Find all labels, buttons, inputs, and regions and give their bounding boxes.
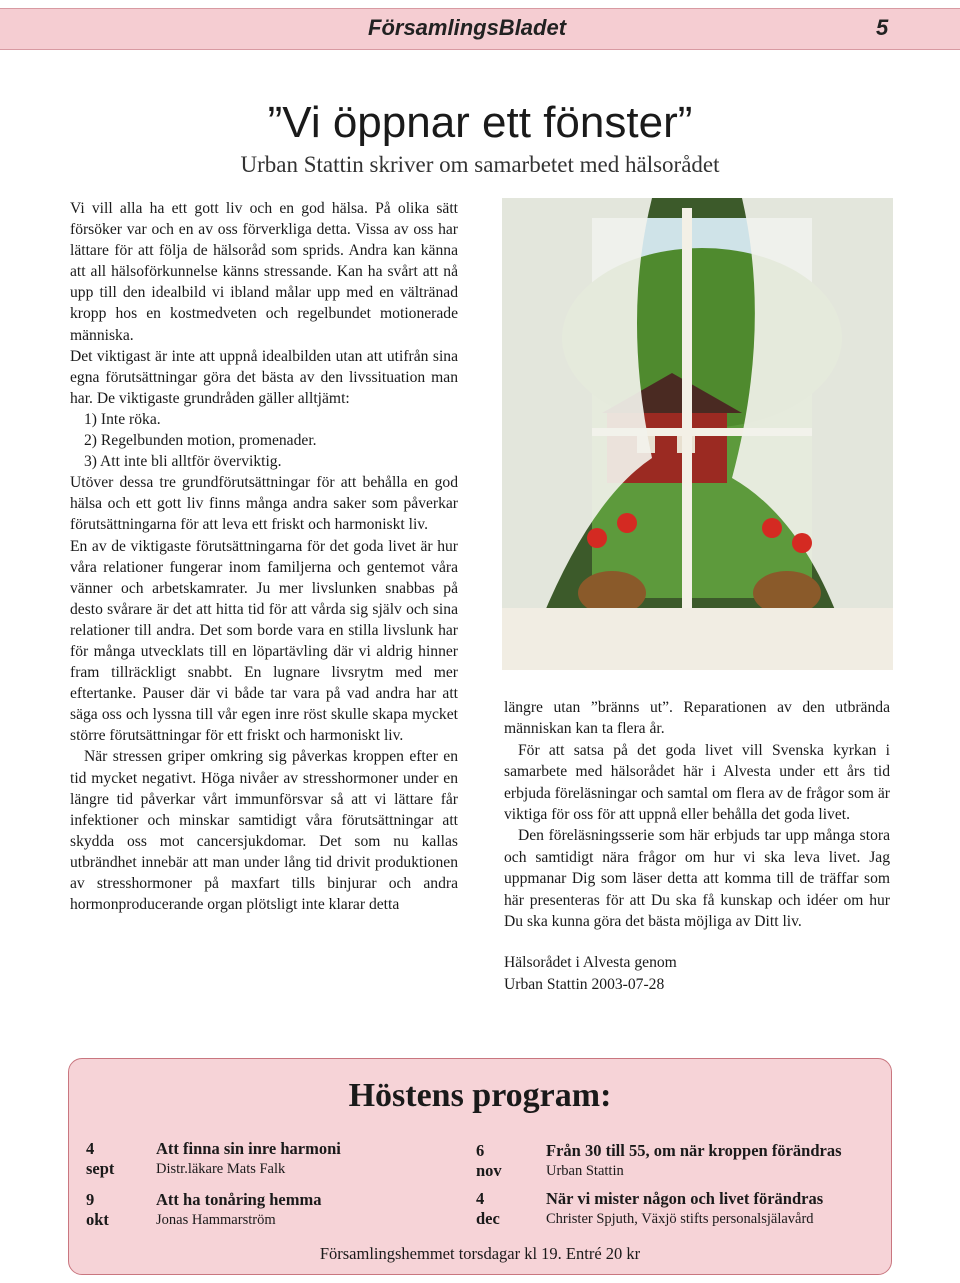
event-date: 9 okt bbox=[86, 1190, 109, 1229]
event-speaker: Christer Spjuth, Växjö stifts personalsjälavård bbox=[546, 1211, 814, 1227]
program-box bbox=[68, 1058, 892, 1275]
article-subtitle: Urban Stattin skriver om samarbetet med hälsorådet bbox=[240, 152, 720, 177]
newsletter-name: FörsamlingsBladet bbox=[368, 15, 567, 40]
advice-list bbox=[70, 409, 458, 472]
event-title: Från 30 till 55, om när kroppen förändras bbox=[546, 1141, 842, 1160]
event-speaker: Urban Stattin bbox=[546, 1163, 624, 1179]
page-header bbox=[0, 8, 960, 50]
event-title: Att ha tonåring hemma bbox=[156, 1190, 322, 1209]
article-column-right bbox=[504, 697, 890, 995]
signature bbox=[504, 952, 890, 995]
list-item: 3) Att inte bli alltför överviktig. bbox=[84, 453, 282, 471]
paragraph: Utöver dessa tre grundförutsättningar för att behålla en god hälsa och ett gott liv finns många andra saker som påverkar förutsättningarna för att leva ett friskt och harmoniskt liv. bbox=[70, 474, 458, 534]
program-title: Höstens program: bbox=[348, 1077, 612, 1114]
window-photo bbox=[502, 198, 893, 670]
event-title: När vi mister någon och livet förändras bbox=[546, 1189, 824, 1208]
paragraph: Det viktigast är inte att uppnå idealbilden utan att utifrån sina egna förutsättningar göra det bästa av den livssituation man har. De viktigaste grundråden gäller alltjämt: bbox=[70, 347, 458, 407]
paragraph: För att satsa på det goda livet vill Svenska kyrkan i samarbete med hälsorådet här i Alvesta under ett års tid erbjuda föreläsningar och samtal om flera av de frågor som är viktiga för oss för att uppnå eller behålla det goda livet. bbox=[504, 741, 890, 824]
event-speaker: Jonas Hammarström bbox=[156, 1212, 276, 1228]
paragraph: längre utan ”bränns ut”. Reparationen av den utbrända människan kan ta flera år. bbox=[504, 699, 890, 738]
page-number: 5 bbox=[876, 15, 889, 40]
signature-line: Urban Stattin 2003-07-28 bbox=[504, 975, 665, 993]
event-speaker: Distr.läkare Mats Falk bbox=[156, 1161, 286, 1177]
event-date: 6 nov bbox=[476, 1141, 502, 1180]
signature-line: Hälsorådet i Alvesta genom bbox=[504, 954, 677, 972]
list-item: 2) Regelbunden motion, promenader. bbox=[84, 432, 317, 450]
event-date: 4 dec bbox=[476, 1189, 500, 1228]
article-title: ”Vi öppnar ett fönster” bbox=[267, 98, 693, 147]
article-column-left bbox=[70, 198, 458, 915]
paragraph: Den föreläsningsserie som här erbjuds tar upp många stora och samtidigt nära frågor om hur vi ska leva livet. Jag uppmanar Dig som läser detta att komma till de träffar som här presenteras för att Du ska få kunskap och idéer om hur Du ska kunna göra det bästa möjliga av Ditt liv. bbox=[504, 827, 890, 931]
list-item: 1) Inte röka. bbox=[84, 410, 161, 428]
event-date: 4 sept bbox=[86, 1139, 115, 1178]
paragraph: När stressen griper omkring sig påverkas kroppen efter en tid mycket negativt. Höga nivåer av stresshormoner under en längre tid påverkar vårt immunförsvar så att vi lättare får infektioner och minskar samtidigt våra förutsättningar att skydda oss mot cancersjukdomar. Det som nu kallas utbrändhet innebär att man under lång tid drivit produktionen av stresshormoner på maxfart tills binjurar och andra hormonproducerande organ plötsligt inte klarar detta bbox=[70, 748, 458, 914]
program-footer: Församlingshemmet torsdagar kl 19. Entré 20 kr bbox=[319, 1244, 641, 1263]
paragraph: Vi vill alla ha ett gott liv och en god hälsa. På olika sätt försöker var och en av oss förverkliga detta. Vissa av oss har lättare för att följa de hälsoråd som sprids. Andra kan känna att all hälsoförkunnelse känns stressande. Kan ha svårt att nå upp till den idealbild vi ibland målar upp med en vältränad kropp hos en kostmedveten och regelbundet motionerade människa. bbox=[70, 200, 458, 344]
event-title: Att finna sin inre harmoni bbox=[156, 1139, 341, 1158]
paragraph: En av de viktigaste förutsättningarna för det goda livet är hur våra relationer fungerar inom familjerna och gentemot våra vänner och arbetskamrater. Ju mer livslunken snabbas på desto svårare är det att hitta tid för att vårda sig själv och sina relationer till andra. Det som borde vara en stilla livslunk har för många utvecklats till en löpartävling där vi aldrig hinner fram tillräckligt snabbt. En lugnare livsrytm med mer eftertanke. Pauser där vi både tar vara på vad andra har att säga oss och lyssna till vår egen inre röst skulle skapa mycket större förutsättningar för ett friskt och harmoniskt liv. bbox=[70, 537, 458, 745]
